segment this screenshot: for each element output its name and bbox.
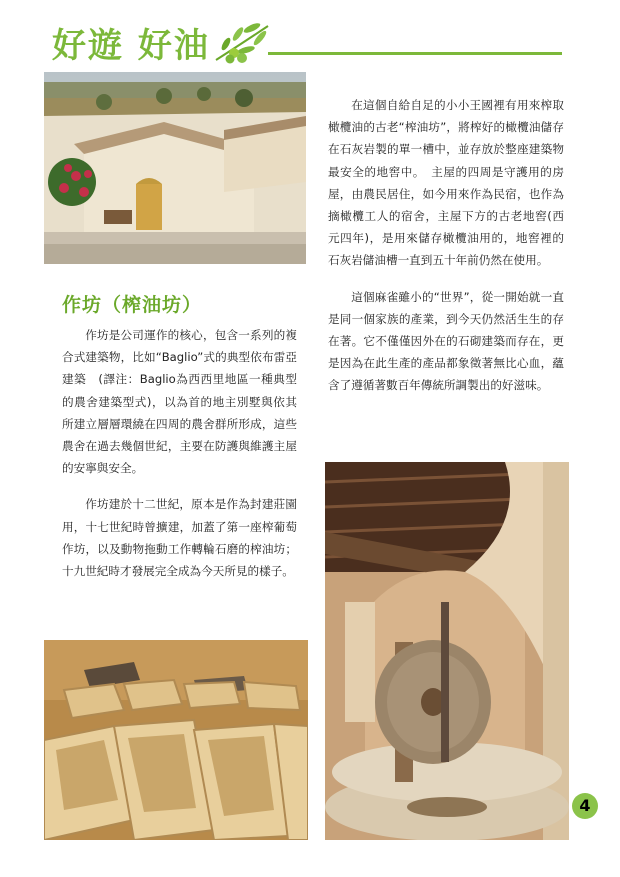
right-paragraph-2: 這個麻雀雖小的“世界”，從一開始就一直是同一個家族的產業，到今天仍然活生生的存在著。它不僅僅因外在的石砌建築而存在，更是因為在此生產的產品都象徵著無比心血，蘊含了遵循著數百年傳統所調製出的好滋味。 [328,289,564,393]
left-paragraph-2: 作坊建於十二世紀，原本是作為封建莊園用，十七世紀時曾擴建，加蓋了第一座榨葡萄作坊，以及動物拖動工作轉輪石磨的榨油坊；十九世紀時才發展完全成為今天所見的樣子。 [62,497,297,579]
farmhouse-photo [44,72,306,264]
right-paragraph-1: 在這個自給自足的小小王國裡有用來榨取橄欖油的古老“榨油坊”，將榨好的橄欖油儲存在石灰岩製的單一槽中，並存放於整座建築物最安全的地窖中。 主屋的四周是守護用的房屋，由農民居住，如今用來作為民宿，也作為摘橄欖工人的宿舍，主屋下方的古老地窖(西元四年)，是用來儲存橄欖油用的，地窖裡的石灰岩儲油槽一直到五十年前仍然在使用。 [328,98,564,268]
left-column [62,324,297,582]
right-column [328,94,564,397]
page-title: 好遊 好油 [52,26,210,66]
olive-branch-icon [212,20,270,66]
left-paragraph-1: 作坊是公司運作的核心，包含一系列的複合式建築物，比如“Baglio”式的典型依布雷亞建築 (譯注：Baglio為西西里地區一種典型的農舍建築型式)，以為首的地主別墅與依其所建立層層環繞在四周的農舍群所形成，這些農舍在過去幾個世紀，主要在防護與維護主屋的安寧與安全。 [62,328,297,476]
header-rule [268,52,562,55]
page-number-badge: 4 [572,793,598,819]
olive-mill-photo [325,462,569,840]
stone-tanks-photo [44,640,308,840]
section-title: 作坊（榨油坊） [62,294,203,316]
